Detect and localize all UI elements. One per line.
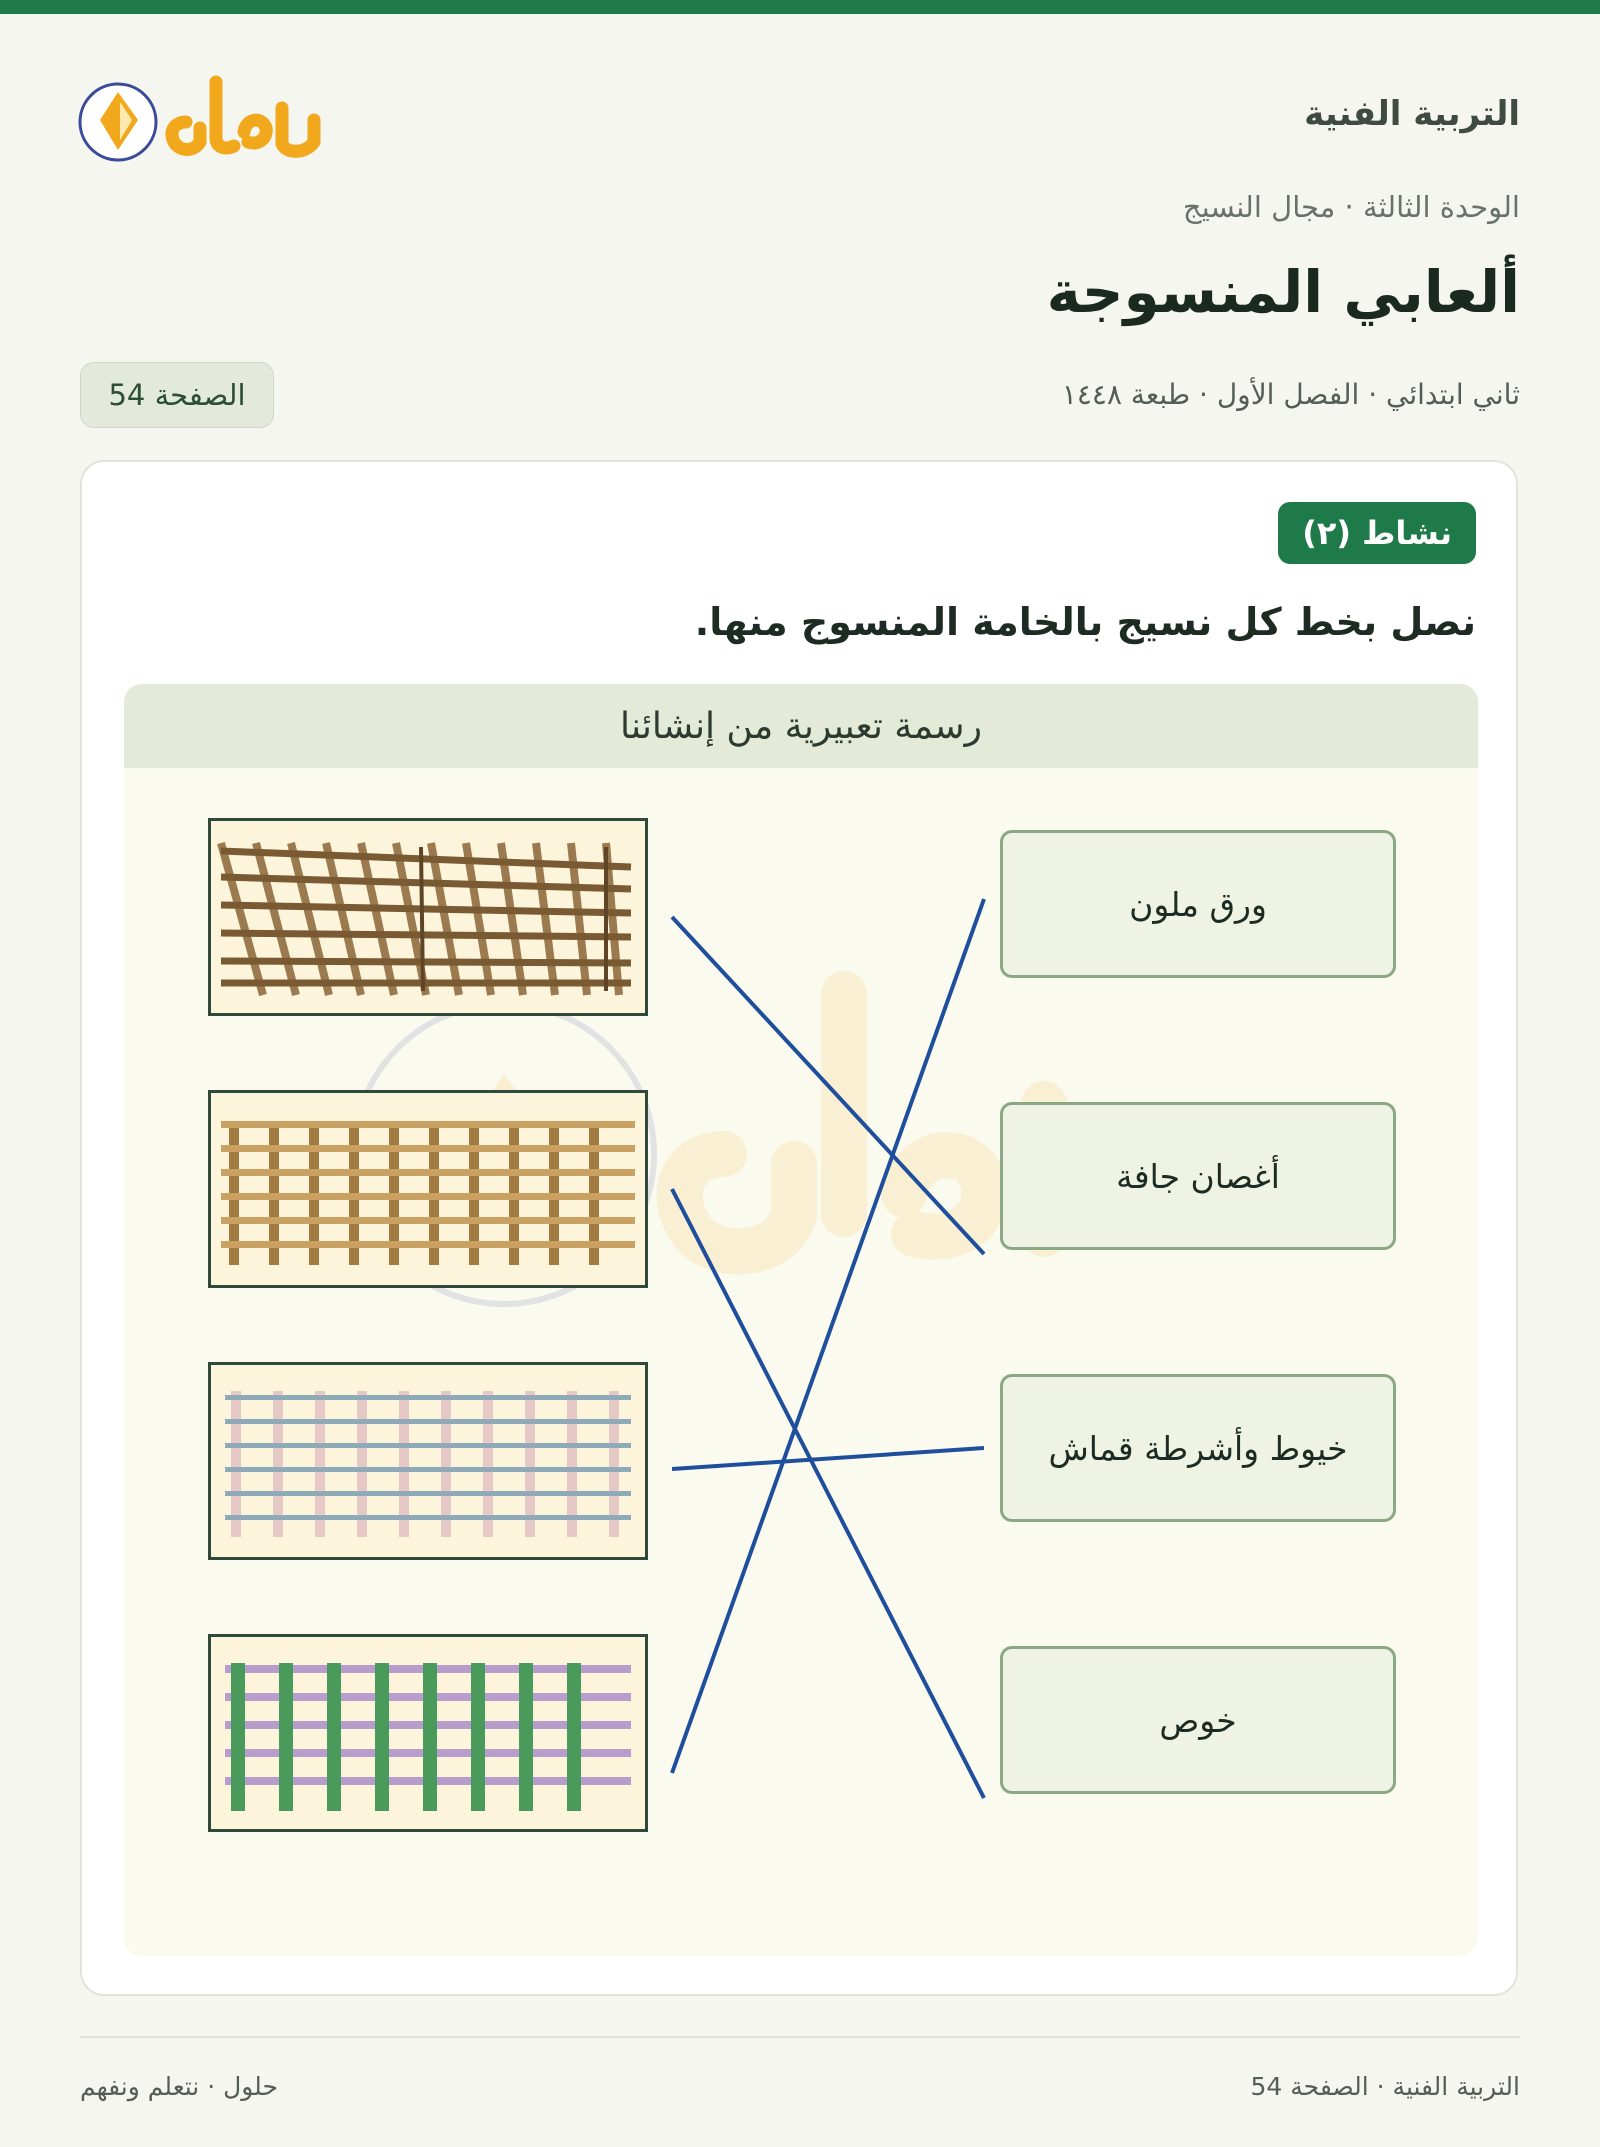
material-option-4[interactable]: خوص (1000, 1646, 1396, 1794)
panel-title: رسمة تعبيرية من إنشائنا (124, 684, 1478, 768)
edition-meta: ثاني ابتدائي · الفصل الأول · طبعة ١٤٤٨ (1061, 378, 1520, 411)
connection-line-1 (672, 917, 984, 1254)
connection-lines (124, 684, 1478, 1956)
activity-badge: نشاط (٢) (1278, 502, 1476, 564)
material-option-3[interactable]: خيوط وأشرطة قماش (1000, 1374, 1396, 1522)
footer-page-info: التربية الفنية · الصفحة 54 (1250, 2072, 1520, 2101)
connection-line-3 (672, 1448, 984, 1469)
subject-name: التربية الفنية (1304, 94, 1520, 134)
connection-line-4 (672, 899, 984, 1773)
material-option-1[interactable]: ورق ملون (1000, 830, 1396, 978)
matching-panel (124, 684, 1478, 1956)
connection-line-2 (672, 1189, 984, 1798)
hulul-logo (76, 62, 336, 172)
material-option-2[interactable]: أغصان جافة (1000, 1102, 1396, 1250)
page-title: ألعابي المنسوجة (1046, 258, 1520, 326)
activity-card (80, 460, 1518, 1996)
top-accent-bar (0, 0, 1600, 14)
unit-subtitle: الوحدة الثالثة · مجال النسيج (1182, 190, 1520, 224)
activity-instruction: نصل بخط كل نسيج بالخامة المنسوج منها. (694, 600, 1476, 644)
page-number-badge: الصفحة 54 (80, 362, 274, 428)
footer-brand: حلول · نتعلم ونفهم (80, 2072, 278, 2101)
footer-divider (80, 2036, 1520, 2038)
